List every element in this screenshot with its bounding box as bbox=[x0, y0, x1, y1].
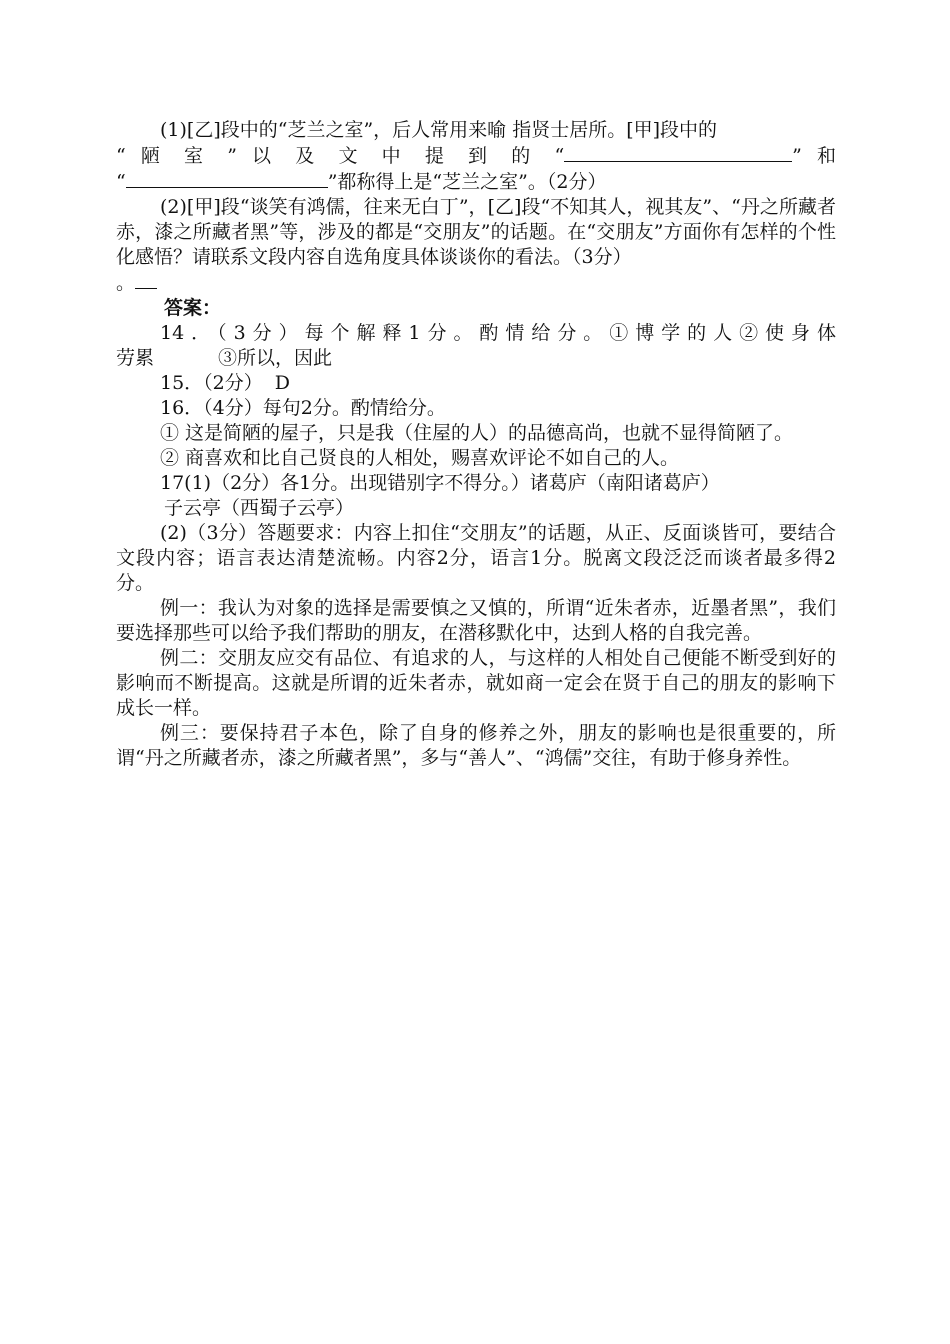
q17-part1-line2-text: “ 陋 室 ” 以 及 文 中 提 到 的 “ bbox=[116, 145, 565, 167]
answer-14-line2 bbox=[116, 346, 836, 371]
answer-14-line1 bbox=[116, 321, 836, 346]
answer-end-mark: 。 bbox=[116, 272, 136, 294]
answer-blank-2[interactable] bbox=[126, 169, 328, 188]
q17-part1-line3 bbox=[116, 169, 836, 195]
answer-15-choice: D bbox=[274, 372, 290, 394]
answer-15 bbox=[116, 371, 836, 396]
answer-16-item-2: ② 商喜欢和比自己贤良的人相处，赐喜欢评论不如自己的人。 bbox=[160, 447, 680, 469]
answer-14-text-b: ②使身体 bbox=[739, 322, 836, 344]
answer-15-text: 15．（2分） bbox=[160, 372, 263, 394]
q17-part2: (2)[甲]段“谈笑有鸿儒，往来无白丁”，[乙]段“不知其人，视其友”、“丹之所藏者赤，漆之所藏者黑”等，涉及的都是“交朋友”的话题。在“交朋友”方面你有怎样的个性化感悟？请联系文段内容自选角度具体谈谈你的看法。（3分） bbox=[116, 196, 836, 268]
example-1: 例一：我认为对象的选择是需要慎之又慎的，所谓“近朱者赤，近墨者黑”，我们要选择那些可以给予我们帮助的朋友，在潜移默化中，达到人格的自我完善。 bbox=[116, 597, 836, 644]
answer-17-1-line1: 17(1)（2分）各1分。出现错别字不得分。）诸葛庐（南阳诸葛庐） bbox=[160, 472, 720, 494]
answer-17-2: (2)（3分）答题要求：内容上扣住“交朋友”的话题，从正、反面谈皆可，要结合文段内容；语言表达清楚流畅。内容2分，语言1分。脱离文段泛泛而谈者最多得2分。 bbox=[116, 522, 836, 594]
example-3: 例三：要保持君子本色，除了自身的修养之外，朋友的影响也是很重要的，所谓“丹之所藏者赤，漆之所藏者黑”，多与“善人”、“鸿儒”交往，有助于修身养性。 bbox=[116, 722, 836, 769]
answers-heading: 答案： bbox=[164, 297, 222, 319]
q17-part1-line1: (1)[乙]段中的“芝兰之室”，后人常用来喻 指贤士居所。[甲]段中的 bbox=[160, 119, 718, 141]
q17-part1-line3-text: ”都称得上是“芝兰之室”。（2分） bbox=[327, 171, 607, 193]
answer-blank-1[interactable] bbox=[564, 143, 792, 162]
answer-14-text-d: ③所以，因此 bbox=[218, 347, 333, 369]
answer-blank-3[interactable] bbox=[135, 270, 157, 289]
answer-14-text-a: 14．（3分）每个解释1分。酌情给分。①博学的人 bbox=[160, 322, 740, 344]
document-page bbox=[116, 118, 836, 771]
example-2: 例二：交朋友应交有品位、有追求的人，与这样的人相处自己便能不断受到好的影响而不断提高。这就是所谓的近朱者赤，就如商一定会在贤于自己的朋友的影响下成长一样。 bbox=[116, 647, 836, 719]
q17-part1-line2 bbox=[116, 143, 836, 169]
answer-16-head: 16．（4分）每句2分。酌情给分。 bbox=[160, 397, 446, 419]
answer-14-text-c: 劳累 bbox=[116, 347, 155, 369]
q17-part1-line3-open: “ bbox=[116, 171, 126, 193]
answer-line bbox=[116, 270, 836, 296]
answer-16-item-1: ① 这是简陋的屋子，只是我（住屋的人）的品德高尚，也就不显得简陋了。 bbox=[160, 422, 794, 444]
answer-17-1-line2: 子云亭（西蜀子云亭） bbox=[164, 497, 355, 519]
q17-part1-line2-end: ” 和 bbox=[792, 145, 836, 167]
